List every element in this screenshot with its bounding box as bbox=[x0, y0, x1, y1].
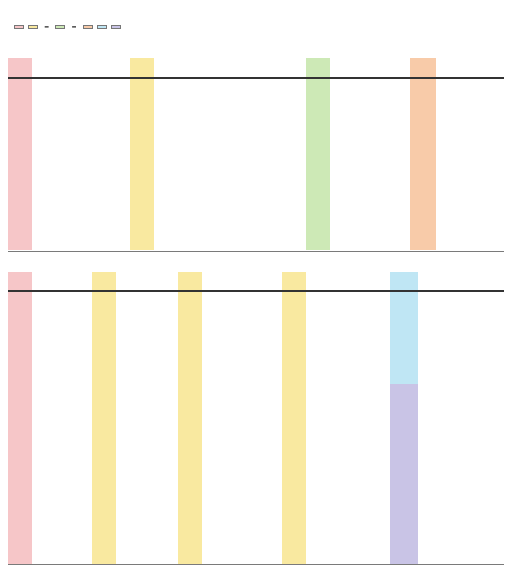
code1-tag bbox=[14, 25, 24, 29]
bottom-header-divider bbox=[8, 290, 504, 292]
code4-tag bbox=[83, 25, 93, 29]
code3-band bbox=[306, 58, 330, 250]
b-res-band bbox=[282, 272, 306, 564]
code4-band bbox=[410, 58, 436, 250]
code2-tag bbox=[28, 25, 38, 29]
top-header-divider bbox=[8, 77, 504, 79]
code5-tag bbox=[97, 25, 107, 29]
b-code2-band-v bbox=[8, 272, 32, 564]
top-bottom-border bbox=[8, 251, 504, 252]
code2-band bbox=[130, 58, 154, 250]
code6-tag bbox=[111, 25, 121, 29]
title-row bbox=[10, 14, 121, 40]
separator: - bbox=[44, 18, 50, 35]
bottom-bottom-border bbox=[8, 564, 504, 565]
code1-band bbox=[8, 58, 32, 250]
separator: - bbox=[71, 18, 77, 35]
b-current-band bbox=[92, 272, 116, 564]
code3-tag bbox=[55, 25, 65, 29]
b-pot-band bbox=[178, 272, 202, 564]
b-code6-band bbox=[390, 384, 418, 564]
